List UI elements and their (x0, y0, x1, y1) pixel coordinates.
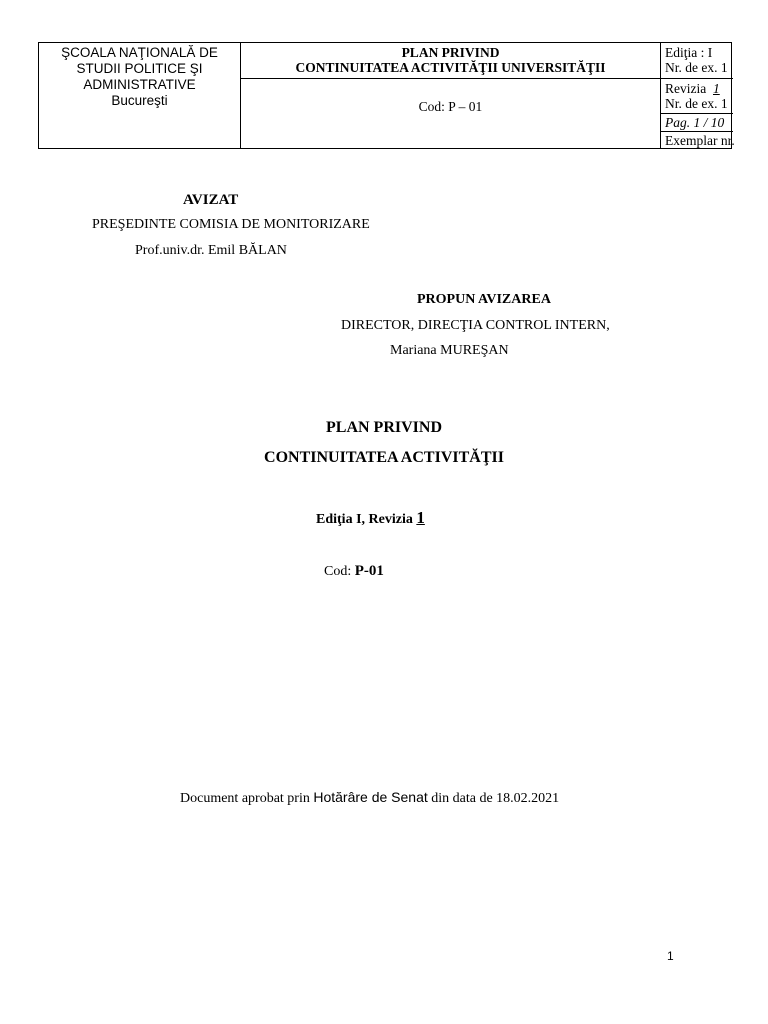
edition-revision-text: Ediţia I, Revizia (316, 512, 417, 527)
proposal-role: DIRECTOR, DIRECŢIA CONTROL INTERN, (341, 318, 610, 333)
meta-cell (661, 43, 733, 148)
revision-value: 1 (712, 81, 720, 96)
copies-count-2: Nr. de ex. 1 (665, 96, 728, 111)
proposal-name: Mariana MUREŞAN (390, 343, 509, 358)
header-title (241, 43, 660, 79)
approval-role: PREŞEDINTE COMISIA DE MONITORIZARE (92, 217, 370, 232)
approval-note (180, 789, 559, 807)
document-code-value: P-01 (354, 563, 384, 579)
institution-line-2: STUDII POLITICE ŞI (76, 61, 203, 76)
exemplar-number: Exemplar nr. (665, 133, 735, 148)
document-title-line-2: CONTINUITATEA ACTIVITĂŢII (264, 449, 504, 466)
document-code-line (324, 563, 384, 580)
header-code: Cod: P – 01 (418, 99, 483, 114)
edition-label: Ediţia : I (665, 45, 713, 60)
revision-label: Revizia (665, 81, 707, 96)
edition-cell (661, 43, 733, 79)
document-header-table (38, 42, 735, 149)
page-count: Pag. 1 / 10 (661, 114, 733, 132)
document-code-label: Cod: (324, 564, 355, 579)
document-title-line-1: PLAN PRIVIND (326, 419, 442, 436)
header-title-line-1: PLAN PRIVIND (401, 45, 500, 60)
revision-cell (661, 79, 733, 114)
institution-line-3: ADMINISTRATIVE (83, 77, 196, 92)
approval-name: Prof.univ.dr. Emil BĂLAN (135, 243, 287, 258)
approval-note-date: din data de 18.02.2021 (427, 791, 560, 806)
approval-note-resolution: Hotărâre de Senat (313, 789, 428, 805)
proposal-heading: PROPUN AVIZAREA (417, 292, 551, 307)
approval-heading: AVIZAT (183, 192, 239, 208)
institution-city: Bucureşti (111, 93, 168, 108)
copies-count-1: Nr. de ex. 1 (665, 60, 728, 75)
revision-number: 1 (416, 508, 425, 527)
header-title-line-2: CONTINUITATEA ACTIVITĂŢII UNIVERSITĂŢII (295, 60, 606, 75)
approval-note-prefix: Document aprobat prin (180, 791, 314, 806)
page-number: 1 (667, 949, 674, 963)
institution-line-1: ŞCOALA NAŢIONALĂ DE (61, 45, 218, 60)
edition-revision-line (316, 508, 425, 528)
institution-cell (39, 43, 241, 148)
title-cell (241, 43, 661, 148)
